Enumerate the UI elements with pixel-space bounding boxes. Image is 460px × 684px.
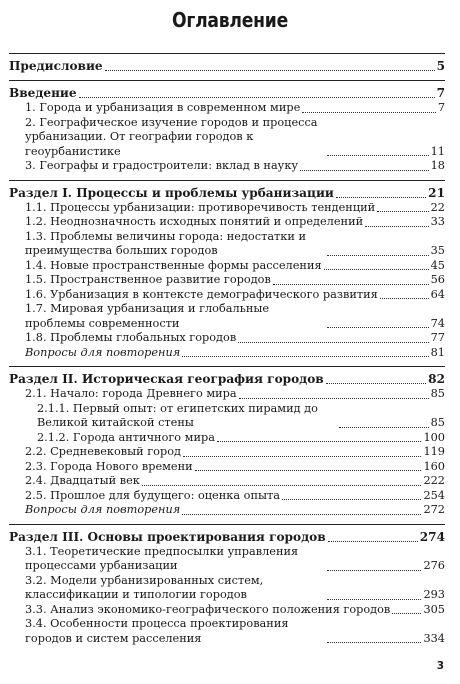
toc-entry[interactable] bbox=[9, 302, 445, 331]
toc-section-entry[interactable] bbox=[9, 529, 445, 545]
toc-entry-title: Раздел II. Историческая география городов bbox=[9, 372, 324, 386]
toc-section-entry[interactable] bbox=[9, 371, 445, 387]
table-of-contents bbox=[9, 58, 445, 646]
toc-entry-title: Раздел III. Основы проектирования городов bbox=[9, 529, 326, 544]
toc-entry-title: 1.2. Неоднозначность исходных понятий и определений bbox=[25, 215, 364, 228]
toc-entry[interactable] bbox=[9, 159, 445, 174]
toc-entry-page: 5 bbox=[436, 59, 445, 73]
toc-entry-title: Вопросы для повторения bbox=[25, 345, 181, 359]
toc-entry-page: 22 bbox=[430, 200, 445, 214]
dot-leader bbox=[327, 570, 421, 571]
dot-leader bbox=[273, 284, 429, 285]
toc-entry-title: 2.1.2. Города античного мира bbox=[37, 430, 215, 444]
toc-entry[interactable] bbox=[9, 387, 445, 402]
toc-entry[interactable] bbox=[9, 545, 445, 574]
toc-entry-page: 293 bbox=[423, 588, 445, 601]
toc-entry-page: 45 bbox=[430, 258, 445, 272]
top-rule bbox=[9, 53, 445, 54]
section-divider bbox=[9, 180, 445, 181]
dot-leader bbox=[392, 613, 421, 614]
toc-entry-page: 274 bbox=[419, 529, 445, 544]
toc-entry-title: 3.1. Теоретические предпосылки управления процессами урбанизации bbox=[25, 544, 299, 572]
toc-entry-title: 2.4. Двадцатый век bbox=[25, 474, 140, 487]
toc-entry[interactable] bbox=[9, 489, 445, 504]
toc-section-entry[interactable] bbox=[9, 58, 445, 74]
dot-leader bbox=[142, 485, 422, 486]
toc-entry-title: 2.1.1. Первый опыт: от египетских пирамид до Великой китайской стены bbox=[37, 401, 318, 429]
toc-entry-title: 1.8. Проблемы глобальных городов bbox=[25, 331, 237, 344]
dot-leader bbox=[327, 327, 429, 328]
toc-entry-title: 1.7. Мировая урбанизация и глобальные проблемы современности bbox=[25, 302, 270, 330]
toc-entry[interactable] bbox=[9, 331, 445, 346]
dot-leader bbox=[183, 456, 421, 457]
dot-leader bbox=[327, 255, 429, 256]
toc-section-entry[interactable] bbox=[9, 85, 445, 101]
toc-entry-title: 2.5. Прошлое для будущего: оценка опыта bbox=[25, 488, 280, 502]
toc-entry[interactable] bbox=[9, 201, 445, 216]
dot-leader bbox=[105, 70, 435, 71]
toc-entry[interactable] bbox=[9, 474, 445, 489]
toc-entry[interactable] bbox=[9, 230, 445, 259]
toc-entry-title: 3.2. Модели урбанизированных систем, классификации и типологии городов bbox=[25, 573, 264, 601]
toc-entry[interactable] bbox=[9, 603, 445, 618]
page-title: Оглавление bbox=[172, 8, 288, 32]
toc-entry[interactable] bbox=[9, 460, 445, 475]
toc-entry-title: 3.4. Особенности процесса проектирования городов и систем расселения bbox=[25, 617, 289, 645]
toc-entry-title: 1.4. Новые пространственные формы расселения bbox=[25, 258, 322, 272]
toc-entry[interactable] bbox=[9, 273, 445, 288]
toc-entry-title: 2. Географическое изучение городов и процесса урбанизации. От географии городов к геоурбанистике bbox=[25, 115, 318, 158]
section-divider bbox=[9, 524, 445, 525]
toc-entry-page: 11 bbox=[430, 144, 445, 158]
dot-leader bbox=[365, 226, 428, 227]
toc-entry-title: 3.3. Анализ экономико-географического положения городов bbox=[25, 602, 391, 616]
toc-entry[interactable] bbox=[9, 215, 445, 230]
page-number: 3 bbox=[436, 660, 444, 672]
toc-entry-title: 2.3. Города Нового времени bbox=[25, 459, 193, 473]
section-divider bbox=[9, 366, 445, 367]
toc-entry-page: 81 bbox=[430, 345, 445, 359]
dot-leader bbox=[377, 211, 428, 212]
dot-leader bbox=[327, 642, 421, 643]
toc-entry[interactable] bbox=[9, 288, 445, 303]
toc-entry-page: 160 bbox=[423, 459, 445, 473]
toc-entry-page: 85 bbox=[430, 387, 445, 400]
toc-entry[interactable] bbox=[9, 503, 445, 518]
toc-entry-page: 82 bbox=[428, 372, 445, 386]
toc-entry[interactable] bbox=[9, 574, 445, 603]
toc-entry-page: 7 bbox=[437, 101, 445, 114]
dot-leader bbox=[195, 470, 422, 471]
dot-leader bbox=[182, 514, 421, 515]
dot-leader bbox=[327, 155, 429, 156]
dot-leader bbox=[300, 170, 429, 171]
toc-entry[interactable] bbox=[9, 101, 445, 116]
toc-entry[interactable] bbox=[9, 116, 445, 160]
toc-entry-title: 2.1. Начало: города Древнего мира bbox=[25, 387, 237, 400]
toc-entry-page: 272 bbox=[423, 503, 445, 516]
toc-entry-page: 56 bbox=[430, 273, 445, 286]
toc-entry-page: 276 bbox=[423, 559, 445, 572]
toc-entry[interactable] bbox=[9, 402, 445, 431]
toc-entry-page: 334 bbox=[423, 631, 445, 645]
dot-leader bbox=[326, 383, 426, 384]
dot-leader bbox=[282, 499, 421, 500]
toc-entry-page: 254 bbox=[423, 488, 445, 502]
toc-entry-page: 74 bbox=[430, 316, 445, 330]
toc-entry-page: 33 bbox=[430, 215, 445, 228]
toc-entry-page: 100 bbox=[423, 430, 445, 444]
toc-entry[interactable] bbox=[9, 259, 445, 274]
dot-leader bbox=[239, 398, 429, 399]
dot-leader bbox=[336, 197, 426, 198]
toc-entry-page: 7 bbox=[436, 86, 445, 100]
toc-entry[interactable] bbox=[9, 431, 445, 446]
toc-entry-page: 222 bbox=[423, 474, 445, 487]
toc-entry-title: 1.1. Процессы урбанизации: противоречивость тенденций bbox=[25, 200, 376, 214]
dot-leader bbox=[238, 342, 428, 343]
dot-leader bbox=[327, 599, 421, 600]
dot-leader bbox=[328, 541, 418, 542]
toc-entry[interactable] bbox=[9, 617, 445, 646]
toc-entry-title: 1.3. Проблемы величины города: недостатки и преимущества больших городов bbox=[25, 229, 307, 257]
toc-entry-title: Раздел I. Процессы и проблемы урбанизации bbox=[9, 185, 334, 200]
toc-entry[interactable] bbox=[9, 346, 445, 361]
dot-leader bbox=[339, 427, 429, 428]
dot-leader bbox=[217, 441, 421, 442]
toc-entry-page: 21 bbox=[428, 185, 445, 200]
toc-entry-page: 77 bbox=[430, 331, 445, 344]
toc-entry-page: 85 bbox=[430, 416, 445, 429]
section-divider bbox=[9, 80, 445, 81]
toc-entry-page: 305 bbox=[423, 602, 445, 616]
toc-entry[interactable] bbox=[9, 445, 445, 460]
toc-entry-title: Введение bbox=[9, 86, 77, 100]
dot-leader bbox=[79, 97, 435, 98]
toc-entry-title: 3. Географы и градостроители: вклад в науку bbox=[25, 159, 299, 172]
dot-leader bbox=[380, 298, 429, 299]
toc-entry-title: 1. Города и урбанизация в современном мире bbox=[25, 101, 301, 114]
dot-leader bbox=[324, 269, 429, 270]
toc-entry-title: Предисловие bbox=[9, 59, 103, 73]
toc-entry-title: 1.6. Урбанизация в контексте демографического развития bbox=[25, 287, 378, 301]
toc-entry-title: Вопросы для повторения bbox=[25, 503, 181, 516]
toc-entry-page: 18 bbox=[430, 159, 445, 172]
toc-entry-title: 1.5. Пространственное развитие городов bbox=[25, 273, 271, 286]
dot-leader bbox=[182, 356, 428, 357]
toc-entry-page: 119 bbox=[423, 445, 445, 458]
dot-leader bbox=[302, 112, 436, 113]
toc-entry-page: 64 bbox=[430, 287, 445, 301]
toc-entry-title: 2.2. Средневековый город bbox=[25, 445, 181, 458]
toc-section-entry[interactable] bbox=[9, 185, 445, 201]
toc-entry-page: 35 bbox=[430, 244, 445, 257]
